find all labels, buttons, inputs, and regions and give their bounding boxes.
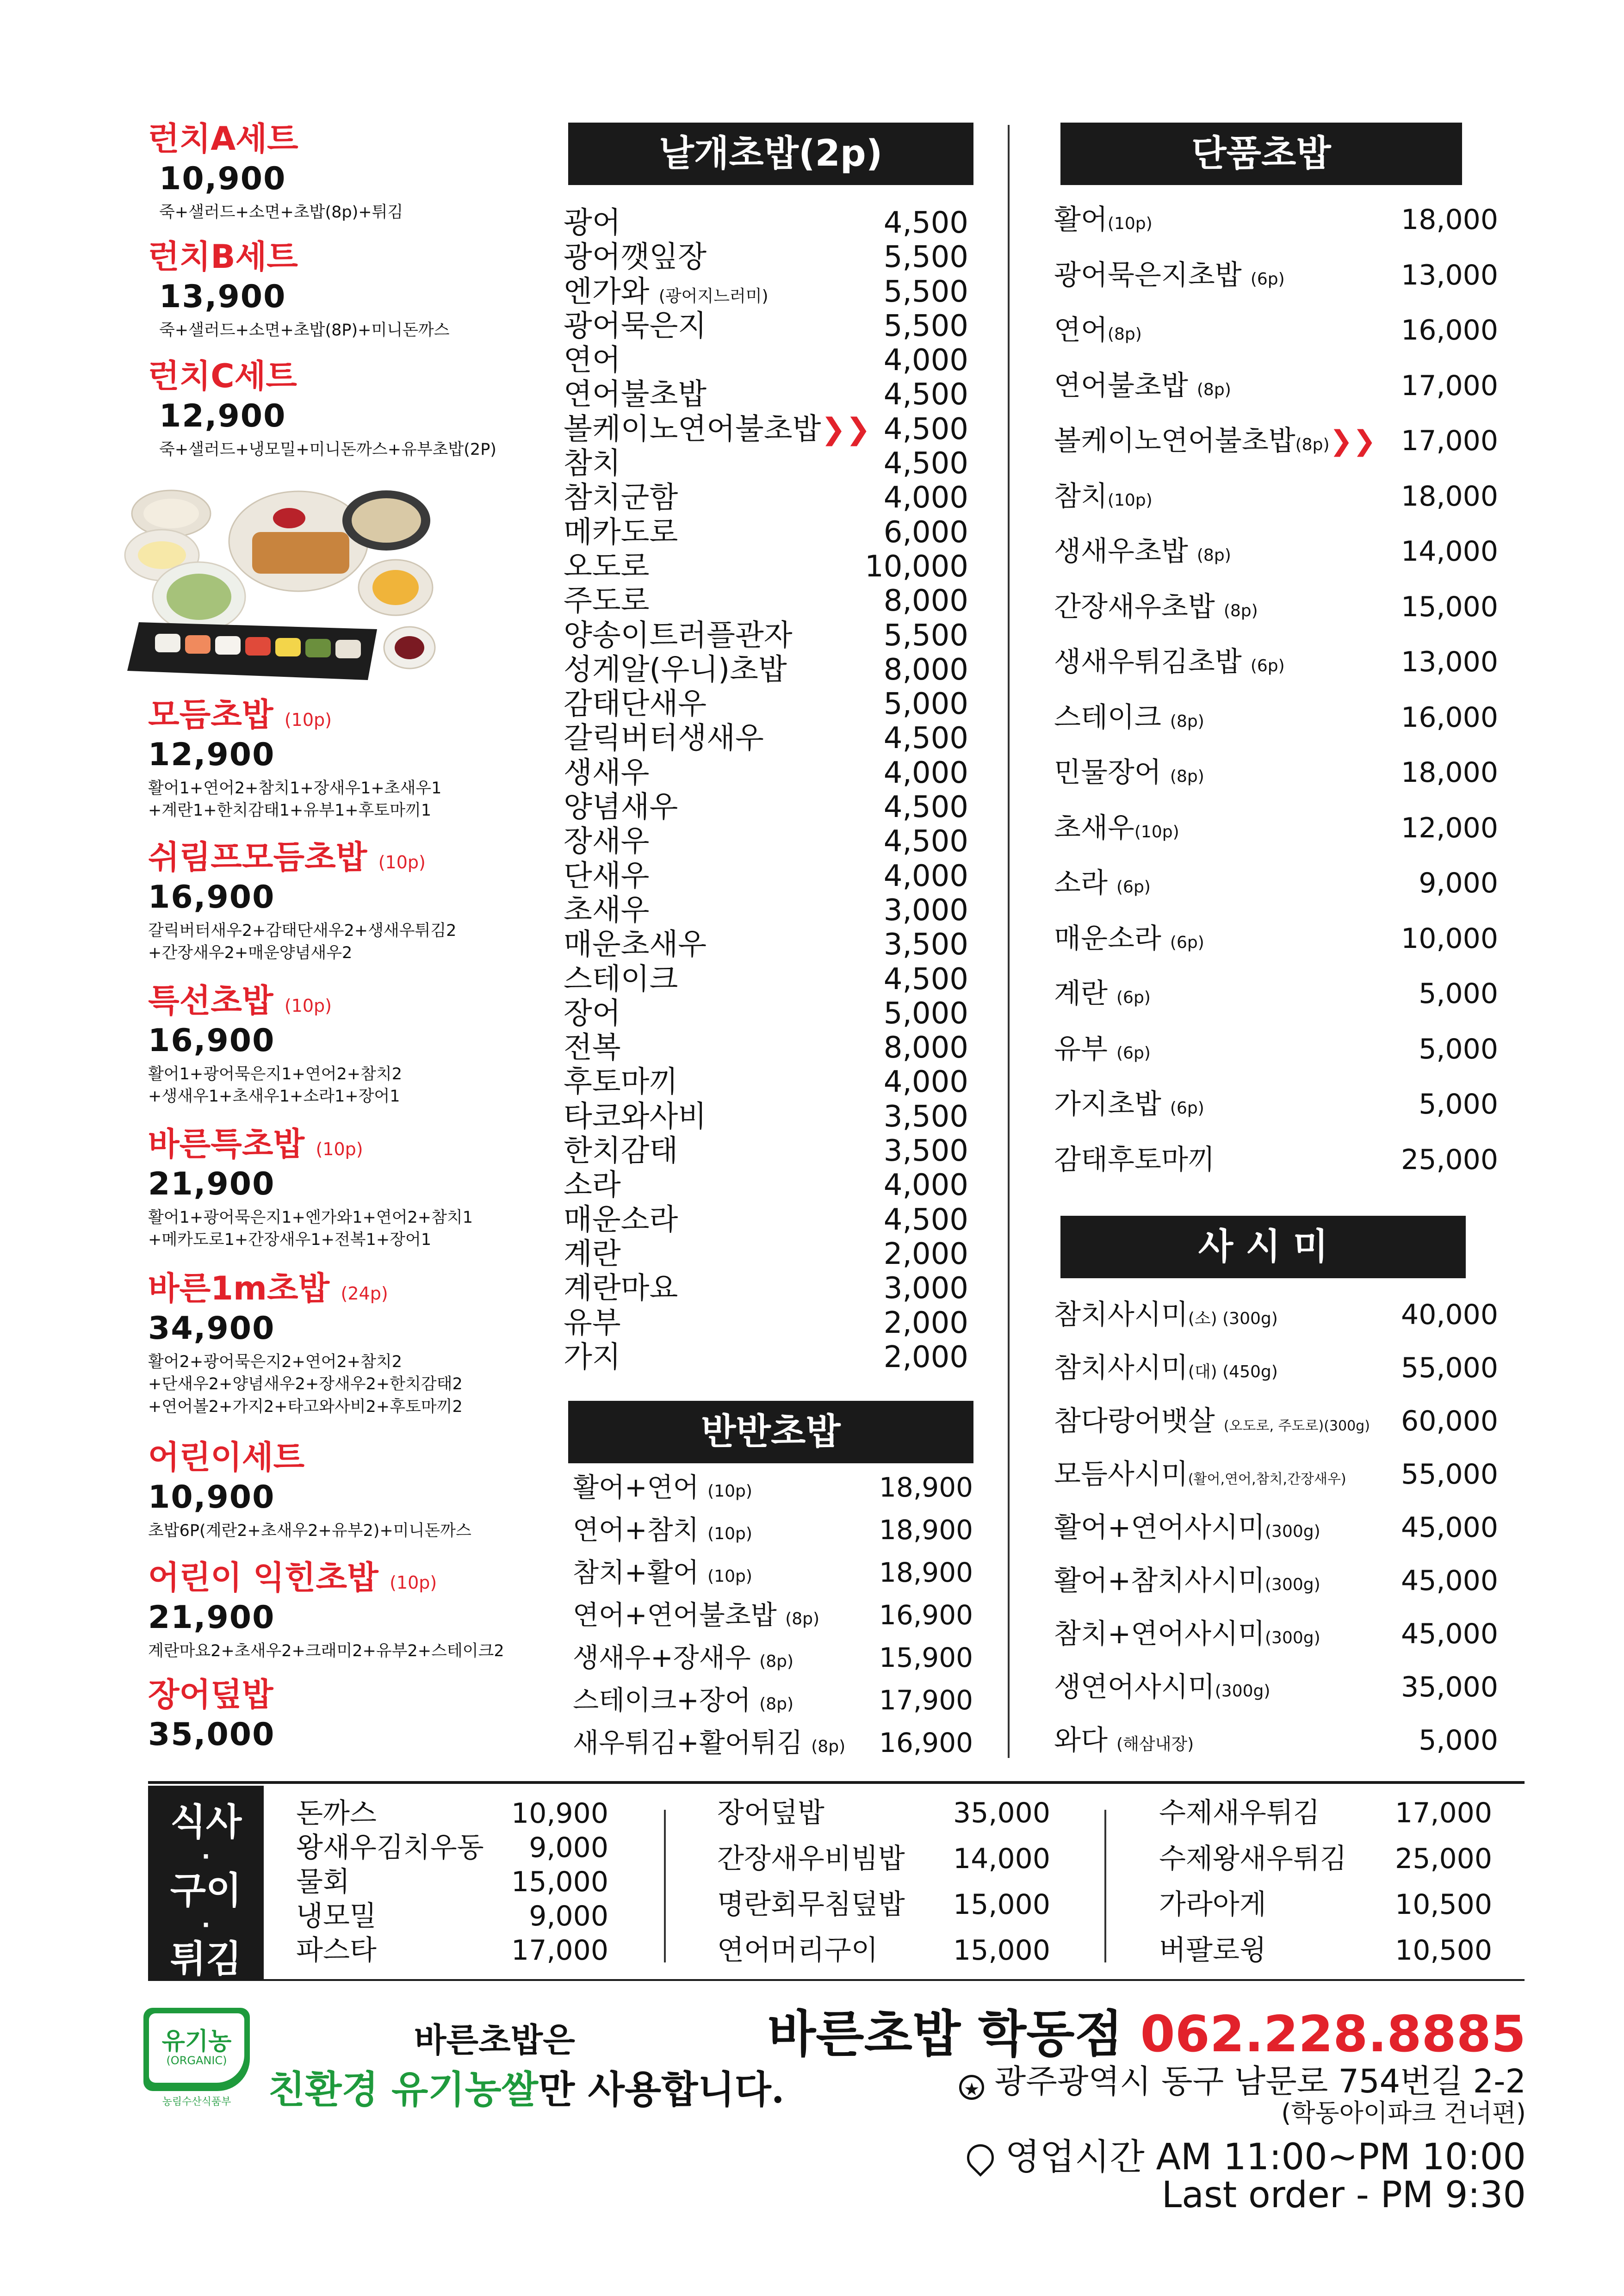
list-item: 매운초새우 3,500 — [564, 928, 968, 962]
list-item: 유부 (6p) 5,000 — [1054, 1033, 1498, 1065]
list-item: 초새우(10p) 12,000 — [1054, 811, 1498, 844]
list-item: 연어불초밥 (8p) 17,000 — [1054, 369, 1498, 402]
list-item: 냉모밀 9,000 — [296, 1900, 608, 1932]
list-item: 매운소라 4,500 — [564, 1202, 968, 1237]
set-price: 21,900 — [148, 1166, 275, 1202]
set-lunch-a — [148, 120, 403, 223]
set-desc: 죽+샐러드+소면+초밥(8p)+튀김 — [159, 203, 403, 222]
set-name: 쉬림프모듬초밥 (10p) — [148, 838, 426, 876]
list-item: 스테이크 (8p) 16,000 — [1054, 701, 1498, 734]
list-item: 광어묵은지 5,500 — [564, 309, 968, 343]
list-item: 장어덮밥 35,000 — [717, 1797, 1050, 1829]
list-item: 간장새우비빔밥 14,000 — [717, 1843, 1050, 1875]
set-desc: 활어1+광어묵은지1+엔가와1+연어2+참치1 +메카도로1+간장새우1+전복1+장어1 — [148, 1208, 473, 1250]
list-item: 엔가와 (광어지느러미) 5,500 — [564, 274, 968, 309]
list-item: 왕새우김치우동 9,000 — [296, 1832, 608, 1864]
sashimi-list — [1054, 1292, 1498, 1770]
last-order: Last order - PM 9:30 — [1161, 2174, 1526, 2216]
set-desc: 계란마요2+초새우2+크래미2+유부2+스테이크2 — [148, 1642, 504, 1660]
list-item: 메카도로 6,000 — [564, 515, 968, 550]
list-item: 광어묵은지초밥 (6p) 13,000 — [1054, 259, 1498, 291]
set-price: 16,900 — [148, 1022, 275, 1059]
organic-line1: 바른초밥은 — [414, 2020, 575, 2060]
set-bareun-1m — [148, 1269, 463, 1418]
store-address-note: (학동아이파크 건너편) — [1281, 2098, 1526, 2128]
list-item: 광어 4,500 — [564, 206, 968, 240]
set-name: 어린이 익힌초밥 (10p) — [148, 1559, 437, 1597]
meals-col1 — [296, 1796, 608, 1968]
list-item: 수제새우튀김 17,000 — [1159, 1797, 1492, 1829]
list-item: 매운소라 (6p) 10,000 — [1054, 922, 1498, 955]
list-item: 와다 (해삼내장) 5,000 — [1054, 1724, 1498, 1757]
list-item: 광어깻잎장 5,500 — [564, 240, 968, 275]
list-item: 스테이크+장어 (8p) 17,900 — [573, 1684, 973, 1716]
list-item: 연어머리구이 15,000 — [717, 1934, 1050, 1967]
half-sushi-header: 반반초밥 — [568, 1401, 973, 1463]
set-desc: 죽+샐러드+냉모밀+미니돈까스+유부초밥(2P) — [159, 440, 496, 459]
set-name: 런치A세트 — [148, 120, 298, 158]
list-item: 생연어사시미(300g) 35,000 — [1054, 1671, 1498, 1703]
sashimi-header: 사 시 미 — [1060, 1216, 1466, 1278]
list-item: 참치사시미(대) (450g) 55,000 — [1054, 1352, 1498, 1384]
set-name: 바른특초밥 (10p) — [148, 1125, 363, 1163]
list-item: 물회 15,000 — [296, 1866, 608, 1898]
list-item: 참다랑어뱃살 (오도로, 주도로)(300g) 60,000 — [1054, 1405, 1498, 1437]
set-name: 모듬초밥 (10p) — [148, 696, 332, 734]
set-name: 어린이세트 — [148, 1438, 305, 1476]
set-price: 10,900 — [159, 161, 286, 197]
half-sushi-list — [573, 1467, 973, 1764]
list-item: 초새우 3,000 — [564, 893, 968, 928]
list-item: 연어+참치 (10p) 18,900 — [573, 1514, 973, 1546]
list-item: 생새우튀김초밥 (6p) 13,000 — [1054, 646, 1498, 678]
list-item: 참치사시미(소) (300g) 40,000 — [1054, 1299, 1498, 1331]
set-price: 16,900 — [148, 879, 275, 916]
set-lunch-b — [148, 238, 450, 341]
set-lunch-c — [148, 357, 496, 461]
band-top-rule — [148, 1781, 1525, 1784]
list-item: 명란회무침덮밥 15,000 — [717, 1888, 1050, 1921]
list-item: 참치군함 4,000 — [564, 481, 968, 515]
list-item: 활어+연어사시미(300g) 45,000 — [1054, 1511, 1498, 1544]
list-item: 생새우 4,000 — [564, 755, 968, 790]
set-special — [148, 984, 402, 1108]
list-item: 참치+활어 (10p) 18,900 — [573, 1557, 973, 1588]
food-photo — [118, 488, 442, 682]
list-item: 생새우+장새우 (8p) 15,900 — [573, 1642, 973, 1673]
set-name: 런치B세트 — [148, 238, 298, 276]
set-desc: 활어2+광어묵은지2+연어2+참치2 +단새우2+양념새우2+장새우2+한치감태2 +연어볼2+가지2+타고와사비2+후토마끼2 — [148, 1353, 463, 1416]
list-item: 활어(10p) 18,000 — [1054, 204, 1498, 236]
list-item: 연어(8p) 16,000 — [1054, 314, 1498, 347]
set-price: 34,900 — [148, 1310, 275, 1347]
list-item: 연어+연어불초밥 (8p) 16,900 — [573, 1599, 973, 1631]
set-name: 바른1m초밥 (24p) — [148, 1269, 388, 1307]
set-desc: 활어1+광어묵은지1+연어2+참치2 +생새우1+초새우1+소라1+장어1 — [148, 1065, 402, 1106]
list-item: 오도로 10,000 — [564, 549, 968, 584]
set-eel-rice — [148, 1678, 275, 1751]
list-item: 한치감태 3,500 — [564, 1134, 968, 1169]
list-item: 갈릭버터생새우 4,500 — [564, 721, 968, 756]
list-item: 양송이트러플관자 5,500 — [564, 618, 968, 653]
list-item: 전복 8,000 — [564, 1031, 968, 1065]
meals-label: 식사 · 구이 · 튀김 — [148, 1786, 264, 1980]
set-assorted — [148, 696, 442, 822]
set-kids-cooked — [148, 1561, 504, 1662]
set-name: 특선초밥 (10p) — [148, 982, 332, 1020]
list-item: 양념새우 4,500 — [564, 790, 968, 825]
list-item: 수제왕새우튀김 25,000 — [1159, 1843, 1492, 1875]
list-item: 후토마끼 4,000 — [564, 1065, 968, 1100]
set-price: 13,900 — [159, 278, 286, 315]
organic-badge — [143, 2008, 250, 2106]
single-sushi-list — [1054, 197, 1498, 1192]
list-item: 버팔로윙 10,500 — [1159, 1934, 1492, 1967]
list-item: 가지초밥 (6p) 5,000 — [1054, 1088, 1498, 1120]
set-price: 12,900 — [148, 736, 275, 773]
list-item: 소라 (6p) 9,000 — [1054, 867, 1498, 899]
badge-org: 농림수산식품부 — [162, 2096, 231, 2108]
set-desc: 갈릭버터새우2+감태단새우2+생새우튀김2 +간장새우2+매운양념새우2 — [148, 922, 457, 963]
meals-col3 — [1159, 1790, 1492, 1974]
list-item: 새우튀김+활어튀김 (8p) 16,900 — [573, 1727, 973, 1758]
meals-col2 — [717, 1790, 1050, 1974]
list-item: 간장새우초밥 (8p) 15,000 — [1054, 590, 1498, 623]
chili-icon: ❯❯ — [821, 412, 871, 446]
list-item: 연어불초밥 4,500 — [564, 378, 968, 412]
list-item: 참치+연어사시미(300g) 45,000 — [1054, 1618, 1498, 1650]
list-item: 활어+참치사시미(300g) 45,000 — [1054, 1565, 1498, 1597]
set-name: 장어덮밥 — [148, 1676, 273, 1714]
store-hours: 영업시간 AM 11:00~PM 10:00 — [967, 2128, 1526, 2180]
list-item: 소라 4,000 — [564, 1168, 968, 1203]
list-item: 계란마요 3,000 — [564, 1271, 968, 1306]
badge-sub: (ORGANIC) — [166, 2054, 227, 2067]
set-price: 35,000 — [148, 1716, 275, 1753]
set-shrimp-assorted — [148, 838, 457, 965]
list-item: 장어 5,000 — [564, 996, 968, 1031]
chili-icon: ❯❯ — [1329, 425, 1376, 457]
map-pin-icon: ★ — [959, 2075, 984, 2100]
list-item: 계란 (6p) 5,000 — [1054, 978, 1498, 1010]
list-item: 참치 4,500 — [564, 446, 968, 481]
list-item: 연어 4,000 — [564, 343, 968, 378]
list-item: 볼케이노연어불초밥(8p)❯❯ 17,000 — [1054, 425, 1498, 457]
list-item: 주도로 8,000 — [564, 584, 968, 619]
list-item: 감태단새우 5,000 — [564, 687, 968, 722]
list-item: 단새우 4,000 — [564, 859, 968, 893]
list-item: 활어+연어 (10p) 18,900 — [573, 1472, 973, 1503]
list-item: 감태후토마끼 25,000 — [1054, 1143, 1498, 1176]
set-price: 10,900 — [148, 1479, 275, 1516]
clock-pin-icon — [961, 2139, 999, 2177]
meals-divider — [664, 1810, 666, 1962]
meals-divider — [1104, 1810, 1106, 1962]
store-title: 바른초밥 학동점 062.228.8885 — [767, 2005, 1526, 2063]
list-item: 파스타 17,000 — [296, 1934, 608, 1967]
store-phone: 062.228.8885 — [1140, 2005, 1526, 2063]
list-item: 계란 2,000 — [564, 1237, 968, 1271]
store-address: ★ 광주광역시 동구 남문로 754번길 2-2 — [959, 2055, 1526, 2102]
set-desc: 초밥6P(계란2+초새우2+유부2)+미니돈까스 — [148, 1522, 471, 1540]
column-divider — [1008, 125, 1010, 1758]
list-item: 스테이크 4,500 — [564, 962, 968, 996]
piece-sushi-list — [564, 206, 968, 1374]
list-item: 타코와사비 3,500 — [564, 1099, 968, 1134]
band-bottom-rule — [148, 1979, 1525, 1981]
set-kids — [148, 1438, 471, 1542]
list-item: 볼케이노연어불초밥❯❯ 4,500 — [564, 412, 968, 446]
list-item: 성게알(우니)초밥 8,000 — [564, 652, 968, 687]
list-item: 가라아게 10,500 — [1159, 1888, 1492, 1921]
list-item: 장새우 4,500 — [564, 824, 968, 859]
organic-line2: 친환경 유기농쌀만 사용합니다. — [268, 2067, 785, 2112]
list-item: 생새우초밥 (8p) 14,000 — [1054, 535, 1498, 568]
set-desc: 죽+샐러드+소면+초밥(8P)+미니돈까스 — [159, 321, 450, 340]
set-price: 21,900 — [148, 1599, 275, 1636]
list-item: 유부 2,000 — [564, 1306, 968, 1340]
set-desc: 활어1+연어2+참치1+장새우1+초새우1 +계란1+한치감태1+유부1+후토마끼1 — [148, 779, 442, 820]
badge-title: 유기농 — [161, 2028, 232, 2055]
piece-sushi-header: 낱개초밥(2p) — [568, 123, 973, 185]
single-sushi-header: 단품초밥 — [1060, 123, 1462, 185]
set-name: 런치C세트 — [148, 357, 297, 395]
list-item: 참치(10p) 18,000 — [1054, 480, 1498, 513]
list-item: 민물장어 (8p) 18,000 — [1054, 756, 1498, 789]
list-item: 가지 2,000 — [564, 1340, 968, 1374]
set-price: 12,900 — [159, 398, 286, 434]
set-bareun-special — [148, 1125, 473, 1251]
list-item: 모듬사시미(활어,연어,참치,간장새우) 55,000 — [1054, 1458, 1498, 1491]
list-item: 돈까스 10,900 — [296, 1797, 608, 1830]
